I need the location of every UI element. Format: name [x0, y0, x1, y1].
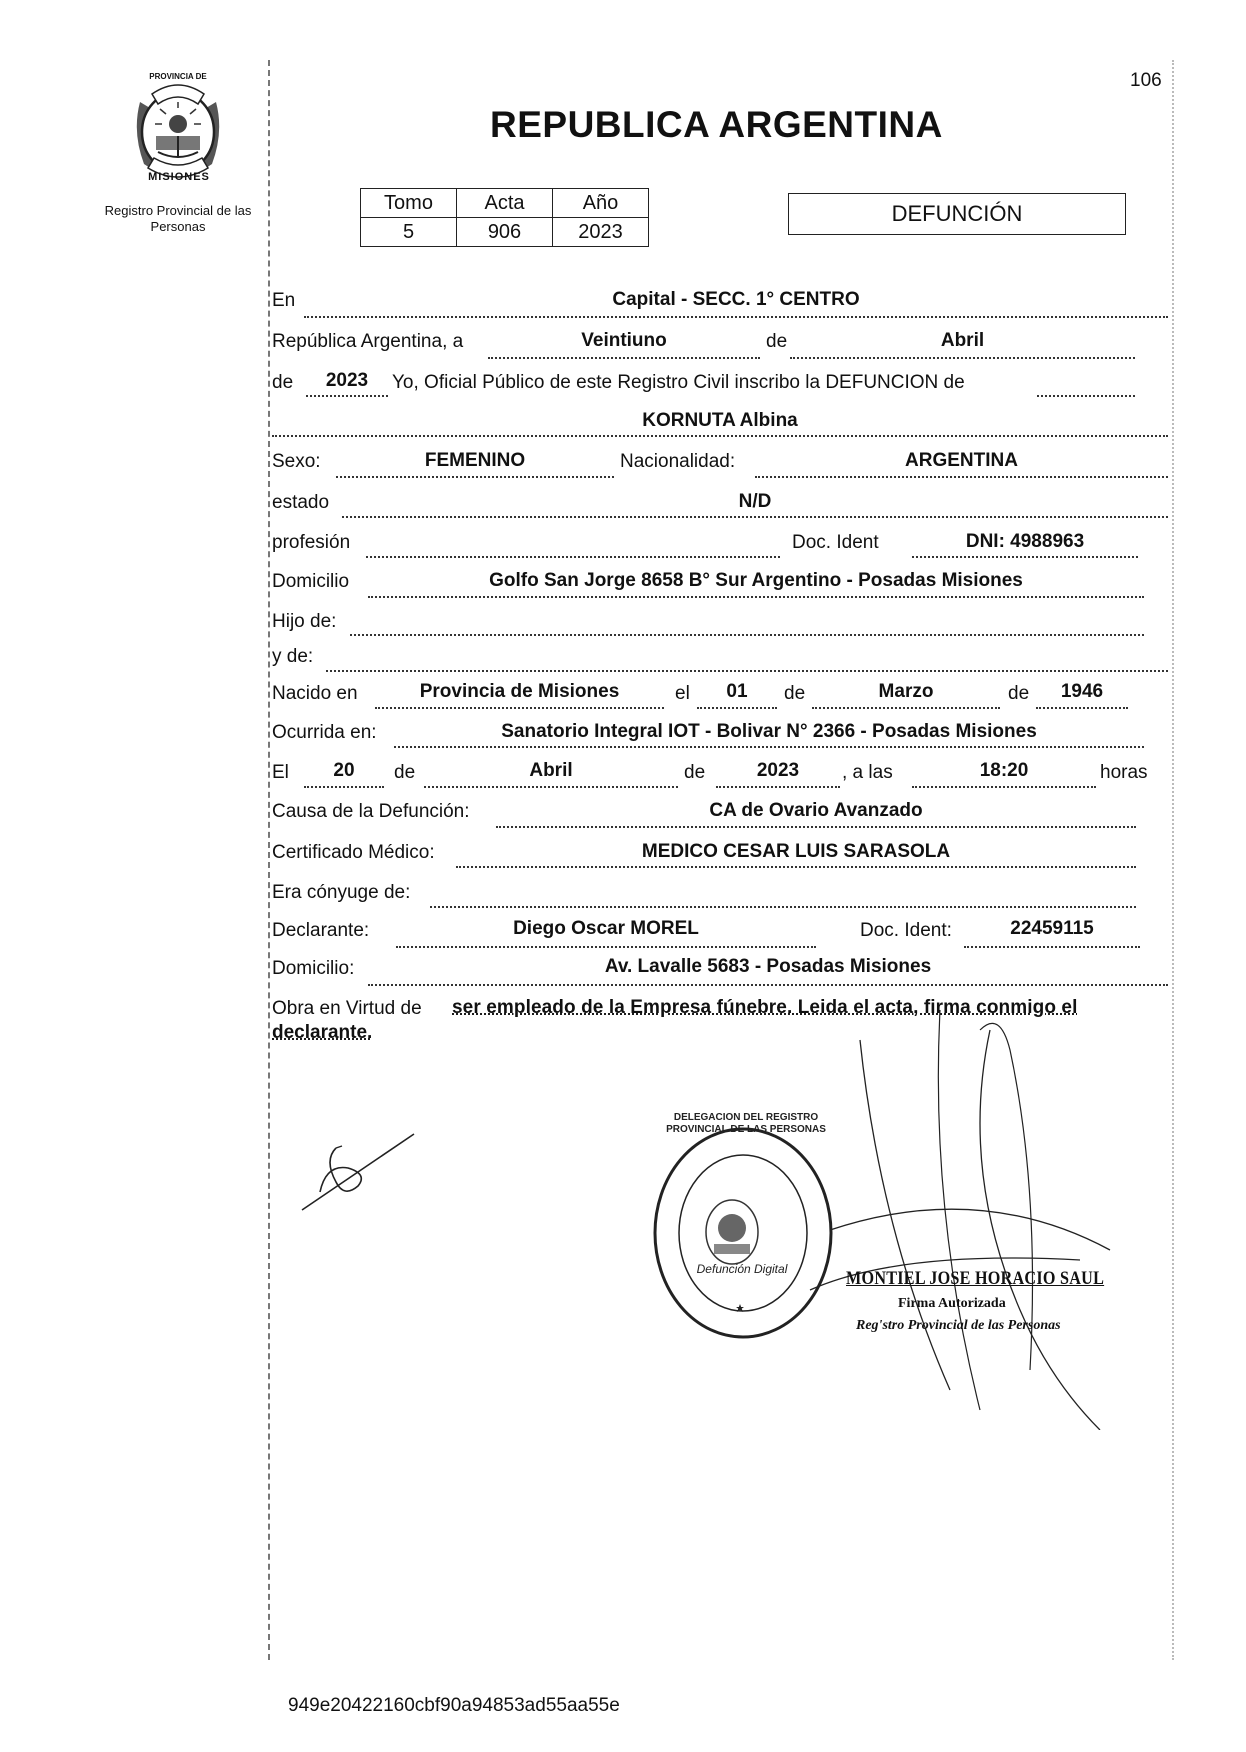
- nacido-dotted-line: [375, 707, 664, 709]
- causa-label: Causa de la Defunción:: [272, 801, 470, 822]
- page-number: 106: [1130, 70, 1162, 91]
- sexo-label: Sexo:: [272, 451, 321, 472]
- day-dotted-line: [488, 357, 760, 359]
- decl-domicilio-label: Domicilio:: [272, 958, 355, 979]
- causa-dotted-line: [496, 826, 1136, 828]
- birth-de1-label: de: [784, 683, 806, 704]
- year-value: 2023: [325, 370, 369, 391]
- birth-year: 1946: [1060, 681, 1104, 702]
- certificado-label: Certificado Médico:: [272, 842, 435, 863]
- doc-ident-label: Doc. Ident: [792, 532, 879, 553]
- declarante-doc-dotted-line: [964, 946, 1140, 948]
- birth-month: Marzo: [878, 681, 934, 702]
- conyuge-label: Era cónyuge de:: [272, 882, 411, 903]
- en-dotted-line: [304, 316, 1168, 318]
- birth-el-label: el: [675, 683, 690, 704]
- year-prefix-label: de: [272, 372, 294, 393]
- ocurrida-label: Ocurrida en:: [272, 722, 377, 743]
- official-name: MONTIEL JOSE HORACIO SAUL: [846, 1268, 1105, 1289]
- horas-label: horas: [1100, 762, 1148, 783]
- obra-value-1: ser empleado de la Empresa fúnebre. Leida el acta, firma conmigo el: [452, 997, 1078, 1018]
- right-margin-line: [1172, 60, 1174, 1660]
- table-row: [361, 218, 649, 247]
- conyuge-dotted-line: [430, 906, 1136, 908]
- republica-label: República Argentina, a: [272, 331, 464, 352]
- table-header-acta: Acta: [457, 189, 553, 218]
- hijo-label: Hijo de:: [272, 611, 337, 632]
- ocurrida-value: Sanatorio Integral IOT - Bolivar N° 2366 - Posadas Misiones: [501, 721, 1037, 742]
- year-dotted-line: [306, 395, 388, 397]
- left-margin-line: [268, 60, 270, 1660]
- declarant-signature: [296, 1120, 426, 1220]
- causa-value: CA de Ovario Avanzado: [709, 800, 923, 821]
- acta-table: [360, 188, 649, 247]
- document-hash: 949e20422160cbf90a94853ad55aa55e: [288, 1695, 620, 1716]
- sexo-value: FEMENINO: [424, 450, 526, 471]
- alas-label: , a las: [842, 762, 893, 783]
- birth-de2-label: de: [1008, 683, 1030, 704]
- profesion-label: profesión: [272, 532, 351, 553]
- day-words: Veintiuno: [581, 330, 667, 351]
- anio-value: 2023: [553, 218, 649, 247]
- nacionalidad-value: ARGENTINA: [905, 450, 1018, 471]
- seal-inner-text: Defunción Digital: [696, 1262, 788, 1276]
- logo-bottom-text: MISIONES: [148, 171, 210, 183]
- death-time: 18:20: [979, 760, 1029, 781]
- name-dotted-line: [272, 435, 1168, 437]
- month-value: Abril: [940, 330, 985, 351]
- declarante-dotted-line: [396, 946, 816, 948]
- official-signature-strokes: [780, 1010, 1140, 1430]
- doc-dotted-line: [912, 556, 1138, 558]
- certificado-dotted-line: [456, 866, 1136, 868]
- de-label: de: [766, 331, 788, 352]
- acta-value: 906: [457, 218, 553, 247]
- deceased-name: KORNUTA Albina: [642, 410, 798, 431]
- nacionalidad-dotted-line: [755, 476, 1168, 478]
- certificado-value: MEDICO CESAR LUIS SARASOLA: [641, 841, 951, 862]
- decl-domicilio-value: Av. Lavalle 5683 - Posadas Misiones: [604, 956, 932, 977]
- sexo-dotted-line: [336, 476, 614, 478]
- tomo-value: 5: [361, 218, 457, 247]
- month-dotted-line: [790, 357, 1135, 359]
- birth-month-dotted-line: [812, 707, 1000, 709]
- nacido-place: Provincia de Misiones: [419, 681, 620, 702]
- yde-dotted-line: [326, 670, 1168, 672]
- doc-value: DNI: 4988963: [965, 531, 1085, 552]
- inscribe-text: Yo, Oficial Público de este Registro Civil inscribo la DEFUNCION de: [392, 372, 965, 393]
- birth-day: 01: [726, 681, 748, 702]
- nacionalidad-label: Nacionalidad:: [620, 451, 736, 472]
- death-de2-label: de: [684, 762, 706, 783]
- death-year-dotted-line: [716, 786, 840, 788]
- official-office: Reg'stro Provincial de las Personas: [856, 1318, 1061, 1333]
- birth-day-dotted-line: [697, 707, 777, 709]
- hijo-dotted-line: [350, 634, 1144, 636]
- domicilio-dotted-line: [368, 596, 1144, 598]
- logo-top-text: PROVINCIA DE: [149, 72, 207, 81]
- table-header-anio: Año: [553, 189, 649, 218]
- death-year: 2023: [756, 760, 800, 781]
- en-label: En: [272, 290, 296, 311]
- death-month-dotted-line: [424, 786, 678, 788]
- record-type-box: DEFUNCIÓN: [788, 193, 1126, 235]
- obra-label: Obra en Virtud de: [272, 998, 422, 1019]
- estado-value: N/D: [738, 491, 772, 512]
- estado-label: estado: [272, 492, 330, 513]
- nacido-label: Nacido en: [272, 683, 358, 704]
- death-time-dotted-line: [912, 786, 1096, 788]
- death-day: 20: [333, 760, 355, 781]
- declarante-label: Declarante:: [272, 920, 370, 941]
- table-header-row: [361, 189, 649, 218]
- ocurrida-dotted-line: [394, 746, 1144, 748]
- decl-domicilio-dotted-line: [368, 984, 1168, 986]
- page-title: REPUBLICA ARGENTINA: [490, 104, 943, 145]
- birth-year-dotted-line: [1036, 707, 1128, 709]
- obra-value-2: declarante.: [272, 1022, 373, 1043]
- table-header-tomo: Tomo: [361, 189, 457, 218]
- declarante-value: Diego Oscar MOREL: [513, 918, 699, 939]
- profesion-dotted-line: [366, 556, 780, 558]
- declarante-doc-value: 22459115: [1010, 918, 1094, 939]
- domicilio-value: Golfo San Jorge 8658 B° Sur Argentino - Posadas Misiones: [489, 570, 1023, 591]
- inscribe-dotted-tail: [1037, 395, 1135, 397]
- logo-caption: Registro Provincial de las Personas: [104, 203, 252, 234]
- seal-outer-text: DELEGACION DEL REGISTRO PROVINCIAL DE LAS PERSONAS: [666, 1112, 826, 1135]
- death-day-dotted-line: [304, 786, 384, 788]
- yde-label: y de:: [272, 646, 314, 667]
- en-value: Capital - SECC. 1° CENTRO: [612, 289, 860, 310]
- estado-dotted-line: [342, 516, 1168, 518]
- death-de1-label: de: [394, 762, 416, 783]
- death-el-label: El: [272, 762, 289, 783]
- domicilio-label: Domicilio: [272, 571, 350, 592]
- official-role: Firma Autorizada: [898, 1296, 1006, 1311]
- declarante-doc-label: Doc. Ident:: [860, 920, 952, 941]
- death-month: Abril: [529, 760, 573, 781]
